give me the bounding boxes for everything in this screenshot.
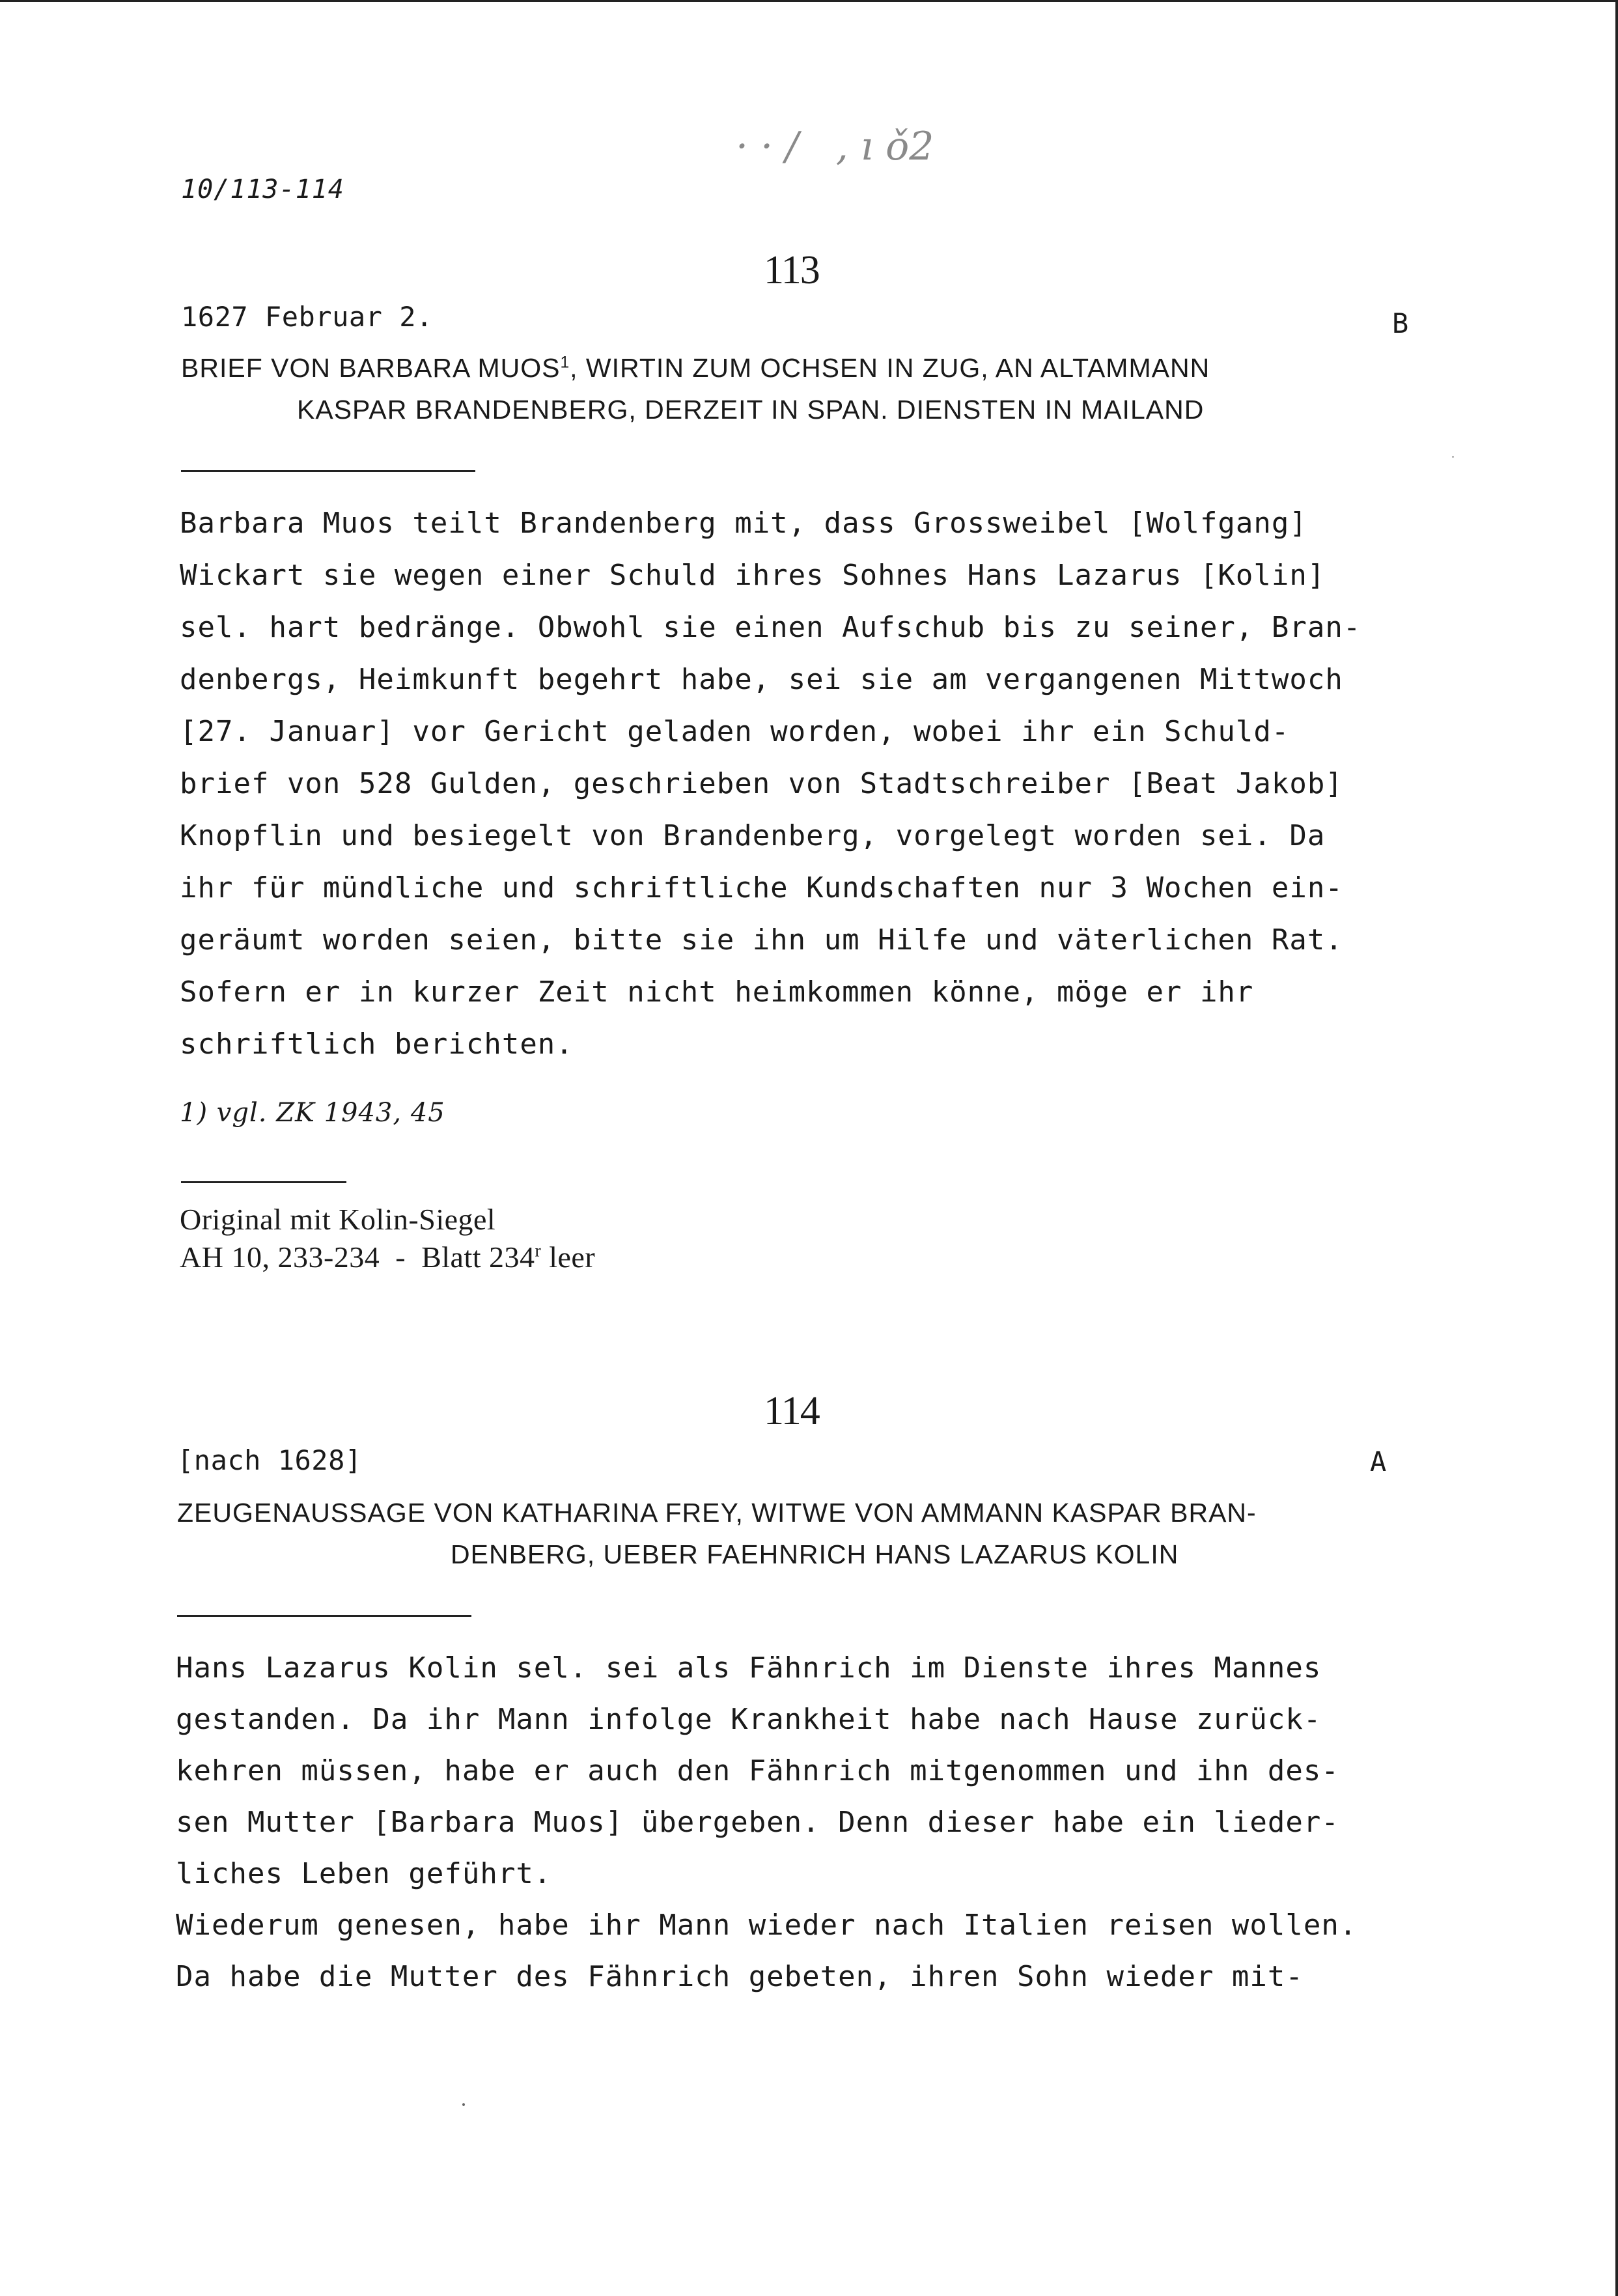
source-text: AH 10, 233-234 - Blatt 234 xyxy=(180,1240,535,1274)
document-date: [nach 1628] xyxy=(177,1444,362,1476)
body-text-line: ihr für mündliche und schriftliche Kundschaften nur 3 Wochen ein- xyxy=(180,871,1343,904)
body-text-line: kehren müssen, habe er auch den Fähnrich mitgenommen und ihn des- xyxy=(176,1754,1339,1787)
scan-speck xyxy=(1452,456,1454,458)
body-text-line: geräumt worden seien, bitte sie ihn um Hilfe und väterlichen Rat. xyxy=(180,923,1343,957)
source-text: leer xyxy=(541,1240,596,1274)
document-title-line: KASPAR BRANDENBERG, DERZEIT IN SPAN. DIENSTEN IN MAILAND xyxy=(297,395,1205,425)
body-text-line: Sofern er in kurzer Zeit nicht heimkommen könne, möge er ihr xyxy=(180,975,1254,1009)
body-text-line: schriftlich berichten. xyxy=(180,1028,574,1061)
footnote: 1) vgl. ZK 1943, 45 xyxy=(180,1098,445,1128)
scan-speck xyxy=(462,2103,465,2106)
document-classification-letter: A xyxy=(1370,1446,1387,1477)
body-text-line: sel. hart bedränge. Obwohl sie einen Aufschub bis zu seiner, Bran- xyxy=(180,611,1361,644)
title-text: , WIRTIN ZUM OCHSEN IN ZUG, AN ALTAMMANN xyxy=(570,353,1210,383)
footnote-marker: 1 xyxy=(560,354,570,372)
body-text-line: Knopflin und besiegelt von Brandenberg, vorgelegt worden sei. Da xyxy=(180,819,1326,852)
document-title-line: DENBERG, UEBER FAEHNRICH HANS LAZARUS KOLIN xyxy=(451,1539,1179,1569)
body-text-line: Wickart sie wegen einer Schuld ihres Sohnes Hans Lazarus [Kolin] xyxy=(180,559,1326,592)
document-number-113: 113 xyxy=(764,248,819,292)
page-edge-top xyxy=(0,0,1618,2)
body-text-line: sen Mutter [Barbara Muos] übergeben. Denn dieser habe ein lieder- xyxy=(176,1806,1339,1839)
document-date: 1627 Februar 2. xyxy=(181,301,433,333)
document-title-line: ZEUGENAUSSAGE VON KATHARINA FREY, WITWE VON AMMANN KASPAR BRAN- xyxy=(177,1498,1257,1528)
body-text-line: Da habe die Mutter des Fähnrich gebeten, ihren Sohn wieder mit- xyxy=(176,1960,1304,1993)
body-text-line: Barbara Muos teilt Brandenberg mit, dass Grossweibel [Wolfgang] xyxy=(180,507,1307,540)
section-divider xyxy=(177,1615,471,1617)
body-text-line: brief von 528 Gulden, geschrieben von Stadtschreiber [Beat Jakob] xyxy=(180,767,1343,800)
page-edge-right xyxy=(1615,0,1618,2296)
document-number-114: 114 xyxy=(764,1389,819,1433)
section-divider xyxy=(181,1181,346,1183)
body-text-line: liches Leben geführt. xyxy=(176,1857,552,1890)
recto-marker: r xyxy=(535,1240,542,1261)
body-text-line: denbergs, Heimkunft begehrt habe, sei sie am vergangenen Mittwoch xyxy=(180,663,1343,696)
body-text-line: gestanden. Da ihr Mann infolge Krankheit habe nach Hause zurück- xyxy=(176,1703,1322,1736)
section-divider xyxy=(181,470,475,472)
source-note-line: Original mit Kolin-Siegel xyxy=(180,1203,496,1236)
title-text: BRIEF VON BARBARA MUOS xyxy=(181,353,561,383)
body-text-line: [27. Januar] vor Gericht geladen worden, wobei ihr ein Schuld- xyxy=(180,715,1290,748)
document-title-line xyxy=(181,353,1210,384)
document-classification-letter: B xyxy=(1392,307,1409,339)
archive-reference: 10/113-114 xyxy=(181,175,344,204)
body-text-line: Wiederum genesen, habe ihr Mann wieder nach Italien reisen wollen. xyxy=(176,1909,1358,1942)
pencil-annotation: · · / , ı ǒ2 xyxy=(736,124,934,169)
source-note-line xyxy=(180,1240,595,1274)
body-text-line: Hans Lazarus Kolin sel. sei als Fähnrich im Dienste ihres Mannes xyxy=(176,1651,1322,1685)
